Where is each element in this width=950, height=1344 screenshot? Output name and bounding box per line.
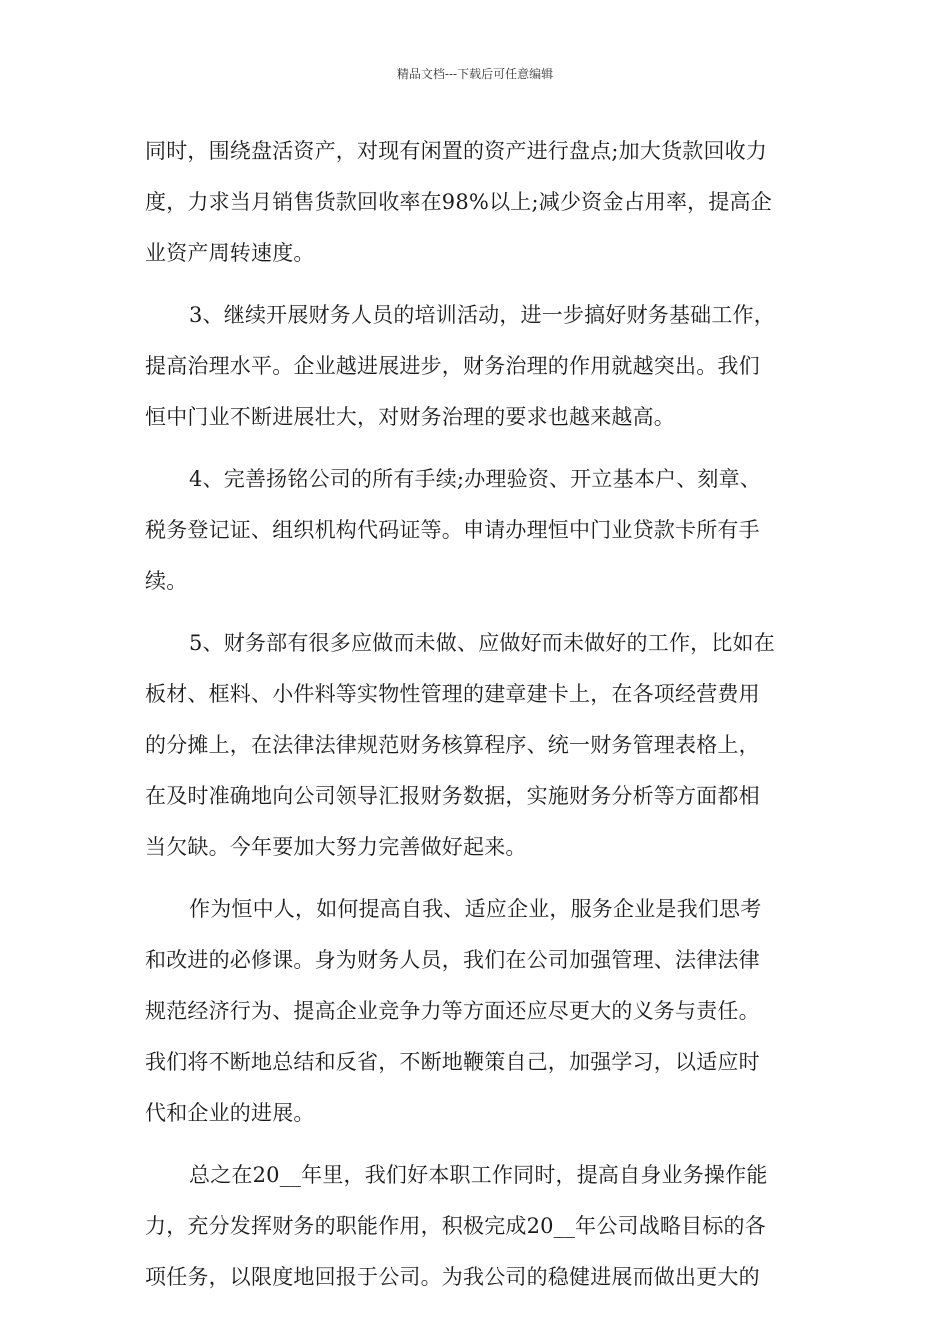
text-line: 当欠缺。今年要加大努力完善做好起来。: [145, 835, 527, 859]
text-line: 力，充分发挥财务的职能作用，积极完成20__年公司战略目标的各: [145, 1214, 766, 1238]
text-line: 提高治理水平。企业越进展进步，财务治理的作用就越突出。我们: [145, 354, 760, 378]
text-line: 度，力求当月销售货款回收率在98%以上;减少资金占用率，提高企: [145, 190, 772, 214]
text-line: 同时，围绕盘活资产，对现有闲置的资产进行盘点;加大货款回收力: [145, 139, 768, 163]
text-line: 恒中门业不断进展壮大，对财务治理的要求也越来越高。: [145, 405, 675, 429]
text-line: 作为恒中人，如何提高自我、适应企业，服务企业是我们思考: [189, 897, 762, 921]
text-line: 和改进的必修课。身为财务人员，我们在公司加强管理、法律法律: [145, 948, 760, 972]
text-line: 税务登记证、组织机构代码证等。申请办理恒中门业贷款卡所有手: [145, 518, 760, 542]
document-body: [145, 126, 810, 1303]
text-line: 项任务，以限度地回报于公司。为我公司的稳健进展而做出更大的: [145, 1265, 760, 1289]
text-line: 5、财务部有很多应做而未做、应做好而未做好的工作，比如在: [189, 631, 775, 655]
text-line: 业资产周转速度。: [145, 241, 315, 265]
text-line: 3、继续开展财务人员的培训活动，进一步搞好财务基础工作，: [189, 303, 775, 327]
text-line: 规范经济行为、提高企业竞争力等方面还应尽更大的义务与责任。: [145, 999, 760, 1023]
text-line: 总之在20__年里，我们好本职工作同时，提高自身业务操作能: [189, 1163, 768, 1187]
text-line: 板材、框料、小件料等实物性管理的建章建卡上，在各项经营费用: [145, 682, 760, 706]
page-header: 精品文档---下载后可任意编辑: [396, 67, 554, 81]
text-line: 的分摊上，在法律法律规范财务核算程序、统一财务管理表格上，: [145, 733, 760, 757]
text-line: 我们将不断地总结和反省，不断地鞭策自己，加强学习，以适应时: [145, 1050, 760, 1074]
text-line: 在及时准确地向公司领导汇报财务数据，实施财务分析等方面都相: [145, 784, 760, 808]
text-line: 代和企业的进展。: [145, 1101, 315, 1125]
text-line: 续。: [145, 569, 188, 593]
text-line: 4、完善扬铭公司的所有手续;办理验资、开立基本户、刻章、: [189, 467, 762, 491]
